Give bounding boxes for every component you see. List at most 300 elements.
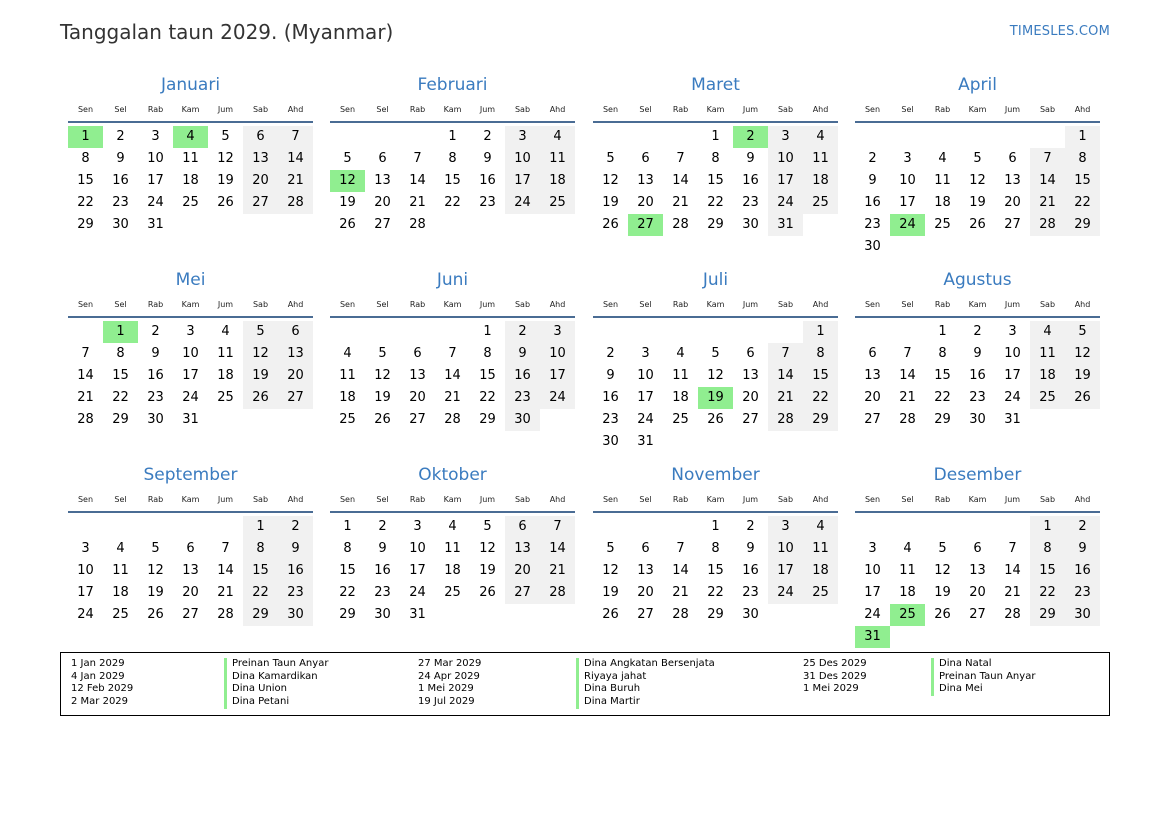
day-cell: 5: [711, 346, 720, 361]
day-cell: 7: [676, 151, 685, 166]
day-cell: 27: [742, 412, 759, 427]
weekday-label: Sab: [514, 299, 531, 309]
weekday-label: Sel: [114, 299, 127, 309]
day-cell: 10: [147, 151, 164, 166]
month-name: Februari: [417, 75, 488, 95]
day-cell: 29: [1065, 214, 1100, 236]
day-cell: 15: [77, 173, 94, 188]
day-cell: 29: [707, 607, 724, 622]
month-name: Juni: [436, 270, 469, 290]
weekday-label: Sab: [514, 104, 531, 114]
days-grid: [855, 126, 1100, 258]
day-cell: 27: [278, 387, 313, 409]
empty-cell: [435, 321, 470, 343]
weekday-label: Ahd: [812, 494, 829, 504]
weekday-header: [330, 292, 575, 318]
empty-cell: [68, 321, 103, 343]
day-cell: 15: [444, 173, 461, 188]
day-cell: 22: [479, 390, 496, 405]
weekday-label: Ahd: [812, 299, 829, 309]
month-name: November: [671, 465, 760, 485]
days-grid: [330, 126, 575, 236]
day-cell: 28: [672, 607, 689, 622]
weekday-label: Jum: [479, 494, 496, 504]
weekday-label: Sen: [77, 299, 94, 309]
day-cell: 27: [637, 607, 654, 622]
day-cell: 2: [1065, 516, 1100, 538]
day-cell: 19: [339, 195, 356, 210]
day-cell: 24: [768, 582, 803, 604]
weekday-label: Jum: [742, 494, 759, 504]
day-cell: 22: [934, 390, 951, 405]
day-cell: 31: [182, 412, 199, 427]
day-cell: 4: [903, 541, 912, 556]
day-cell: 1: [711, 129, 720, 144]
day-cell: 22: [77, 195, 94, 210]
empty-cell: [663, 126, 698, 148]
day-cell: 10: [505, 148, 540, 170]
day-cell: 22: [243, 582, 278, 604]
holiday-day-cell: 31: [855, 626, 890, 648]
day-cell: 9: [746, 541, 755, 556]
day-cell: 4: [448, 519, 457, 534]
day-cell: 14: [409, 173, 426, 188]
empty-cell: [138, 516, 173, 538]
day-cell: 1: [1065, 126, 1100, 148]
empty-cell: [400, 126, 435, 148]
day-cell: 18: [540, 170, 575, 192]
day-cell: 8: [711, 541, 720, 556]
day-cell: 4: [803, 126, 838, 148]
month-name: April: [958, 75, 997, 95]
day-cell: 25: [217, 390, 234, 405]
day-cell: 23: [479, 195, 496, 210]
day-cell: 9: [606, 368, 615, 383]
day-cell: 18: [672, 390, 689, 405]
day-cell: 24: [77, 607, 94, 622]
month-april: [855, 73, 1100, 258]
day-cell: 24: [182, 390, 199, 405]
day-cell: 16: [147, 368, 164, 383]
weekday-header: [593, 97, 838, 123]
day-cell: 6: [746, 346, 755, 361]
day-cell: 1: [243, 516, 278, 538]
day-cell: 18: [934, 195, 951, 210]
day-cell: 12: [934, 563, 951, 578]
day-cell: 15: [243, 560, 278, 582]
day-cell: 10: [899, 173, 916, 188]
day-cell: 28: [444, 412, 461, 427]
weekday-label: Jum: [742, 299, 759, 309]
day-cell: 24: [1004, 390, 1021, 405]
day-cell: 8: [711, 151, 720, 166]
day-cell: 23: [112, 195, 129, 210]
day-cell: 17: [505, 170, 540, 192]
weekday-label: Jum: [479, 299, 496, 309]
day-cell: 20: [637, 195, 654, 210]
day-cell: 30: [742, 607, 759, 622]
day-cell: 4: [343, 346, 352, 361]
empty-cell: [400, 321, 435, 343]
weekday-label: Rab: [934, 104, 951, 114]
weekday-label: Jum: [217, 299, 234, 309]
days-grid: [593, 516, 838, 626]
day-cell: 17: [540, 365, 575, 387]
day-cell: 7: [676, 541, 685, 556]
day-cell: 25: [672, 412, 689, 427]
day-cell: 5: [221, 129, 230, 144]
weekday-label: Sel: [639, 104, 652, 114]
legend-holiday-name: Dina Martir: [584, 696, 640, 708]
day-cell: 17: [637, 390, 654, 405]
day-cell: 8: [116, 346, 125, 361]
legend-holiday-name: Dina Mei: [939, 683, 983, 695]
day-cell: 28: [540, 582, 575, 604]
legend-holiday-name: Dina Natal: [939, 658, 992, 669]
day-cell: 10: [409, 541, 426, 556]
day-cell: 1: [448, 129, 457, 144]
day-cell: 15: [479, 368, 496, 383]
weekday-label: Jum: [217, 104, 234, 114]
weekday-label: Kam: [181, 299, 200, 309]
day-cell: 8: [483, 346, 492, 361]
day-cell: 6: [973, 541, 982, 556]
holiday-day-cell: 27: [628, 214, 663, 236]
day-cell: 30: [864, 239, 881, 254]
weekday-label: Kam: [706, 104, 725, 114]
weekday-header: [330, 487, 575, 513]
legend-holiday-name: Dina Buruh: [584, 683, 641, 695]
day-cell: 15: [1030, 560, 1065, 582]
weekday-label: Ahd: [549, 494, 566, 504]
day-cell: 26: [602, 217, 619, 232]
day-cell: 27: [1004, 217, 1021, 232]
month-name: Januari: [160, 75, 221, 95]
day-cell: 14: [217, 563, 234, 578]
day-cell: 27: [243, 192, 278, 214]
day-cell: 12: [374, 368, 391, 383]
day-cell: 20: [243, 170, 278, 192]
weekday-label: Sab: [252, 299, 269, 309]
weekday-label: Rab: [409, 494, 426, 504]
day-cell: 2: [606, 346, 615, 361]
day-cell: 29: [707, 217, 724, 232]
legend-date: 24 Apr 2029: [418, 670, 480, 682]
day-cell: 3: [540, 321, 575, 343]
day-cell: 21: [672, 585, 689, 600]
weekday-header: [68, 292, 313, 318]
day-cell: 27: [864, 412, 881, 427]
day-cell: 6: [378, 151, 387, 166]
day-cell: 11: [803, 148, 838, 170]
day-cell: 30: [112, 217, 129, 232]
day-cell: 3: [151, 129, 160, 144]
day-cell: 7: [221, 541, 230, 556]
day-cell: 25: [803, 192, 838, 214]
weekday-label: Sen: [864, 104, 881, 114]
legend-date: 1 Mei 2029: [803, 683, 859, 695]
day-cell: 17: [147, 173, 164, 188]
empty-cell: [855, 321, 890, 343]
legend-date: 12 Feb 2029: [71, 683, 134, 695]
day-cell: 5: [378, 346, 387, 361]
day-cell: 25: [803, 582, 838, 604]
holiday-legend: [60, 652, 1110, 716]
day-cell: 18: [339, 390, 356, 405]
weekday-label: Sen: [602, 104, 619, 114]
legend-names-col-3: [931, 658, 1035, 696]
day-cell: 31: [147, 217, 164, 232]
day-cell: 26: [934, 607, 951, 622]
day-cell: 19: [602, 195, 619, 210]
day-cell: 28: [409, 217, 426, 232]
day-cell: 24: [637, 412, 654, 427]
day-cell: 19: [934, 585, 951, 600]
day-cell: 8: [343, 541, 352, 556]
holiday-day-cell: 1: [68, 126, 103, 148]
day-cell: 26: [217, 195, 234, 210]
day-cell: 13: [864, 368, 881, 383]
day-cell: 17: [768, 560, 803, 582]
holiday-day-cell: 19: [698, 387, 733, 409]
day-cell: 7: [278, 126, 313, 148]
day-cell: 11: [1030, 343, 1065, 365]
day-cell: 12: [217, 151, 234, 166]
weekday-label: Sel: [376, 104, 389, 114]
day-cell: 21: [540, 560, 575, 582]
month-name: September: [143, 465, 238, 485]
month-agustus: [855, 268, 1100, 431]
weekday-label: Sel: [901, 299, 914, 309]
day-cell: 29: [339, 607, 356, 622]
legend-date: 25 Des 2029: [803, 658, 867, 669]
day-cell: 25: [934, 217, 951, 232]
day-cell: 16: [602, 390, 619, 405]
day-cell: 16: [505, 365, 540, 387]
legend-dates-col-3: [803, 658, 867, 696]
day-cell: 4: [1030, 321, 1065, 343]
day-cell: 23: [278, 582, 313, 604]
weekday-label: Jum: [1004, 104, 1021, 114]
month-september: [68, 463, 313, 626]
day-cell: 14: [899, 368, 916, 383]
empty-cell: [365, 126, 400, 148]
day-cell: 26: [243, 387, 278, 409]
day-cell: 22: [707, 585, 724, 600]
day-cell: 5: [243, 321, 278, 343]
day-cell: 13: [637, 173, 654, 188]
empty-cell: [698, 321, 733, 343]
empty-cell: [1030, 126, 1065, 148]
weekday-label: Sel: [639, 299, 652, 309]
day-cell: 25: [540, 192, 575, 214]
day-cell: 20: [182, 585, 199, 600]
legend-holiday-name: Preinan Taun Anyar: [939, 670, 1036, 682]
day-cell: 2: [378, 519, 387, 534]
day-cell: 22: [1030, 582, 1065, 604]
day-cell: 6: [1008, 151, 1017, 166]
day-cell: 8: [81, 151, 90, 166]
weekday-label: Sel: [901, 104, 914, 114]
weekday-label: Sen: [602, 299, 619, 309]
weekday-label: Sab: [1039, 494, 1056, 504]
day-cell: 20: [969, 585, 986, 600]
days-grid: [593, 126, 838, 236]
day-cell: 28: [278, 192, 313, 214]
day-cell: 5: [151, 541, 160, 556]
day-cell: 30: [969, 412, 986, 427]
empty-cell: [663, 321, 698, 343]
month-oktober: [330, 463, 575, 626]
weekday-label: Kam: [706, 299, 725, 309]
day-cell: 25: [444, 585, 461, 600]
day-cell: 25: [182, 195, 199, 210]
weekday-label: Sab: [1039, 299, 1056, 309]
holiday-day-cell: 2: [733, 126, 768, 148]
empty-cell: [855, 516, 890, 538]
day-cell: 27: [182, 607, 199, 622]
empty-cell: [663, 516, 698, 538]
empty-cell: [995, 516, 1030, 538]
empty-cell: [330, 321, 365, 343]
day-cell: 2: [505, 321, 540, 343]
day-cell: 17: [77, 585, 94, 600]
holiday-day-cell: 12: [330, 170, 365, 192]
legend-holiday-name: Preinan Taun Anyar: [232, 658, 329, 669]
weekday-label: Kam: [968, 299, 987, 309]
day-cell: 11: [112, 563, 129, 578]
day-cell: 2: [278, 516, 313, 538]
day-cell: 12: [147, 563, 164, 578]
weekday-label: Sab: [777, 494, 794, 504]
weekday-label: Sen: [339, 494, 356, 504]
holiday-day-cell: 4: [173, 126, 208, 148]
empty-cell: [330, 126, 365, 148]
month-juni: [330, 268, 575, 431]
weekday-label: Rab: [409, 104, 426, 114]
day-cell: 26: [707, 412, 724, 427]
legend-names-col-1: [224, 658, 328, 709]
day-cell: 19: [147, 585, 164, 600]
day-cell: 6: [186, 541, 195, 556]
day-cell: 19: [969, 195, 986, 210]
day-cell: 29: [77, 217, 94, 232]
day-cell: 2: [483, 129, 492, 144]
weekday-label: Ahd: [1074, 494, 1091, 504]
day-cell: 11: [444, 541, 461, 556]
days-grid: [68, 516, 313, 626]
weekday-label: Ahd: [549, 104, 566, 114]
weekday-label: Kam: [443, 104, 462, 114]
day-cell: 28: [217, 607, 234, 622]
empty-cell: [365, 321, 400, 343]
day-cell: 16: [374, 563, 391, 578]
weekday-label: Sel: [114, 104, 127, 114]
day-cell: 14: [444, 368, 461, 383]
day-cell: 3: [641, 346, 650, 361]
weekday-label: Sel: [114, 494, 127, 504]
day-cell: 24: [864, 607, 881, 622]
day-cell: 13: [243, 148, 278, 170]
weekday-label: Jum: [479, 104, 496, 114]
legend-holiday-name: Riyaya jahat: [584, 670, 647, 682]
day-cell: 17: [1004, 368, 1021, 383]
legend-date: 2 Mar 2029: [71, 696, 129, 708]
empty-cell: [628, 321, 663, 343]
empty-cell: [960, 516, 995, 538]
day-cell: 4: [221, 324, 230, 339]
empty-cell: [960, 126, 995, 148]
day-cell: 21: [409, 195, 426, 210]
day-cell: 24: [147, 195, 164, 210]
month-name: Agustus: [943, 270, 1012, 290]
weekday-label: Sen: [77, 494, 94, 504]
day-cell: 28: [899, 412, 916, 427]
day-cell: 2: [868, 151, 877, 166]
day-cell: 27: [505, 582, 540, 604]
day-cell: 16: [969, 368, 986, 383]
day-cell: 11: [217, 346, 234, 361]
day-cell: 30: [505, 409, 540, 431]
day-cell: 1: [483, 324, 492, 339]
weekday-label: Sen: [77, 104, 94, 114]
day-cell: 20: [864, 390, 881, 405]
weekday-label: Ahd: [812, 104, 829, 114]
day-cell: 5: [606, 151, 615, 166]
day-cell: 24: [540, 387, 575, 409]
day-cell: 18: [899, 585, 916, 600]
weekday-label: Sab: [777, 104, 794, 114]
day-cell: 28: [768, 409, 803, 431]
day-cell: 19: [602, 585, 619, 600]
weekday-header: [68, 487, 313, 513]
day-cell: 2: [746, 519, 755, 534]
day-cell: 5: [973, 151, 982, 166]
day-cell: 25: [1030, 387, 1065, 409]
day-cell: 27: [374, 217, 391, 232]
day-cell: 17: [899, 195, 916, 210]
day-cell: 18: [1030, 365, 1065, 387]
day-cell: 27: [409, 412, 426, 427]
day-cell: 22: [112, 390, 129, 405]
empty-cell: [103, 516, 138, 538]
day-cell: 7: [1008, 541, 1017, 556]
day-cell: 31: [409, 607, 426, 622]
day-cell: 14: [672, 173, 689, 188]
day-cell: 28: [77, 412, 94, 427]
day-cell: 16: [864, 195, 881, 210]
legend-date: 1 Mei 2029: [418, 683, 474, 695]
day-cell: 13: [278, 343, 313, 365]
day-cell: 10: [864, 563, 881, 578]
holiday-day-cell: 1: [103, 321, 138, 343]
day-cell: 1: [711, 519, 720, 534]
day-cell: 29: [934, 412, 951, 427]
day-cell: 26: [374, 412, 391, 427]
weekday-label: Kam: [443, 299, 462, 309]
weekday-label: Jum: [1004, 494, 1021, 504]
day-cell: 3: [81, 541, 90, 556]
day-cell: 8: [1065, 148, 1100, 170]
day-cell: 30: [147, 412, 164, 427]
day-cell: 25: [339, 412, 356, 427]
day-cell: 9: [868, 173, 877, 188]
day-cell: 17: [864, 585, 881, 600]
day-cell: 19: [479, 563, 496, 578]
day-cell: 8: [1030, 538, 1065, 560]
month-name: Desember: [933, 465, 1022, 485]
day-cell: 7: [413, 151, 422, 166]
